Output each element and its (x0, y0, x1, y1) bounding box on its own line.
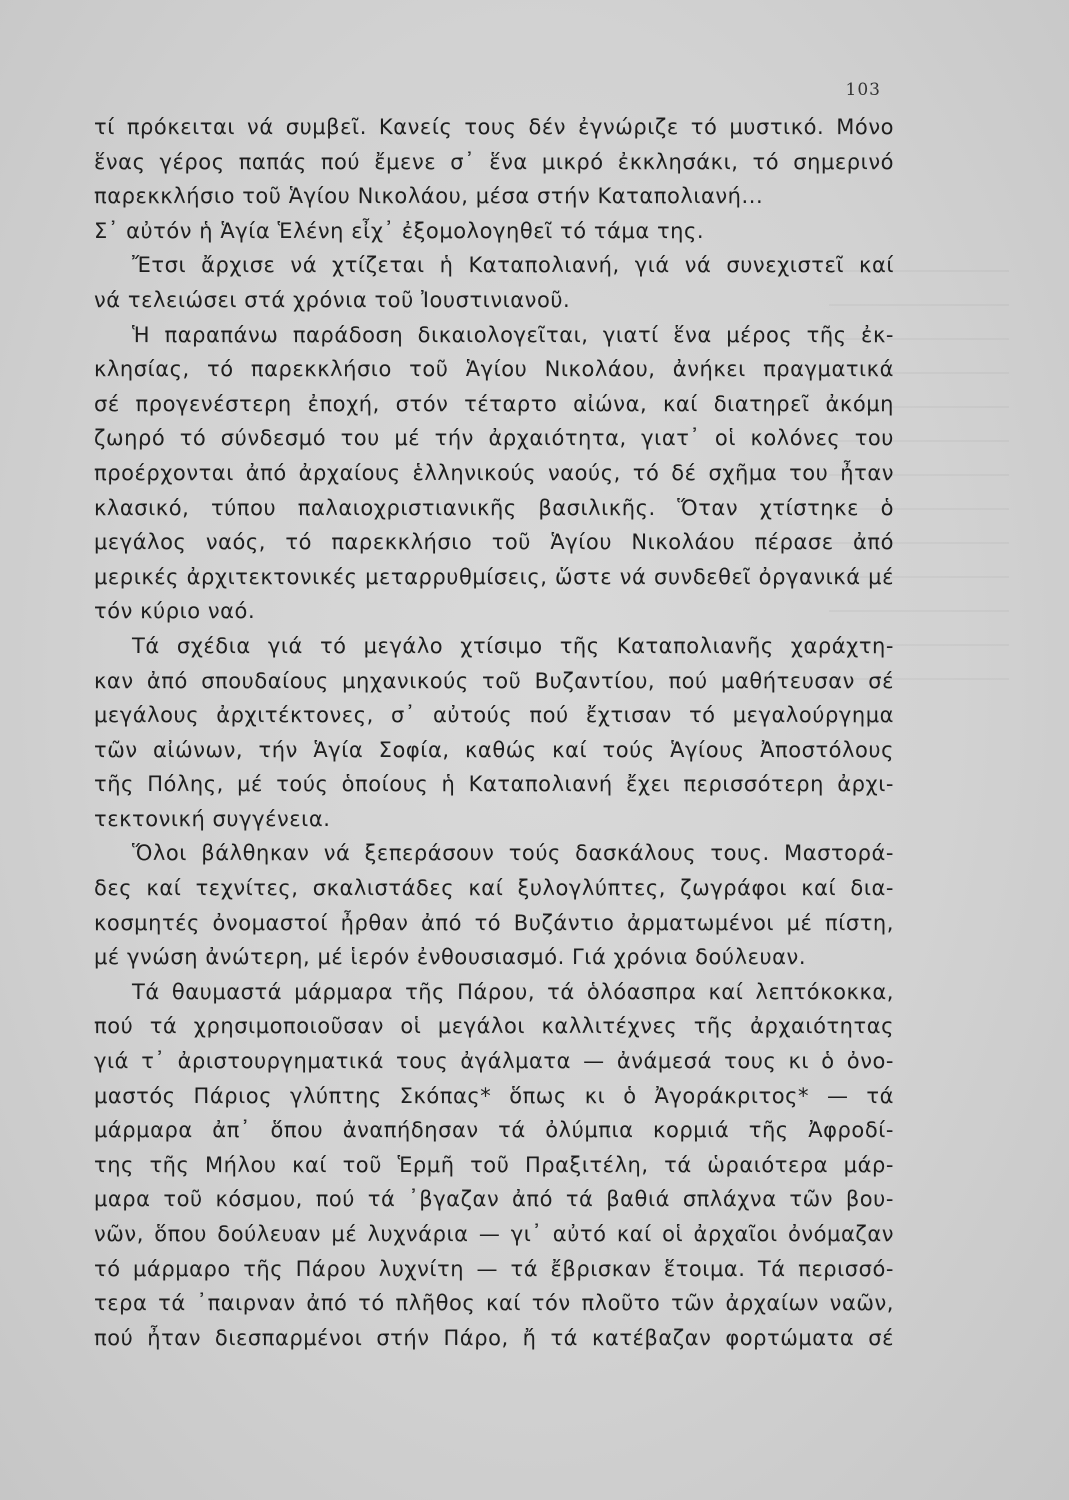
text-line: Τά θαυμαστά μάρμαρα τῆς Πάρου, τά ὁλόασπρα καί λεπτόκοκκα, (132, 979, 894, 1004)
text-line: μερικές ἀρχιτεκτονικές μεταρρυθμίσεις, ὥστε νά συνδεθεῖ ὀργανικά μέ (94, 564, 894, 589)
text-line: Ἔτσι ἄρχισε νά χτίζεται ἡ Καταπολιανή, γιά νά συνεχιστεῖ καί (132, 253, 894, 278)
text-line: τῆς Πόλης, μέ τούς ὁποίους ἡ Καταπολιανή ἔχει περισσότερη ἀρχι- (94, 772, 894, 797)
text-line: κοσμητές ὀνομαστοί ἦρθαν ἀπό τό Βυζάντιο ἀρματωμένοι μέ πίστη, (94, 910, 894, 935)
text-line: τερα τά ᾽παιρναν ἀπό τό πλῆθος καί τόν πλοῦτο τῶν ἀρχαίων ναῶν, (94, 1291, 894, 1316)
text-line: μάρμαρα ἀπ᾽ ὅπου ἀναπήδησαν τά ὀλύμπια κορμιά τῆς Ἀφροδί- (94, 1118, 894, 1143)
text-line: προέρχονται ἀπό ἀρχαίους ἑλληνικούς ναούς, τό δέ σχῆμα του ἦταν (94, 460, 894, 485)
text-line: Ἡ παραπάνω παράδοση δικαιολογεῖται, γιατί ἕνα μέρος τῆς ἐκ- (132, 322, 894, 347)
text-line: μεγάλους ἀρχιτέκτονες, σ᾽ αὐτούς πού ἔχτισαν τό μεγαλούργημα (94, 703, 894, 728)
text-line: κλασικό, τύπου παλαιοχριστιανικῆς βασιλικῆς. Ὅταν χτίστηκε ὁ (94, 495, 894, 520)
text-line: γιά τ᾽ ἀριστουργηματικά τους ἀγάλματα — ἀνάμεσά τους κι ὁ ὀνο- (94, 1049, 894, 1074)
text-line: μέ γνώση ἀνώτερη, μέ ἱερόν ἐνθουσιασμό. Γιά χρόνια δούλευαν. (94, 945, 807, 970)
text-line: καν ἀπό σπουδαίους μηχανικούς τοῦ Βυζαντίου, πού μαθήτευσαν σέ (94, 668, 894, 693)
text-line: πού τά χρησιμοποιοῦσαν οἱ μεγάλοι καλλιτέχνες τῆς ἀρχαιότητας (94, 1014, 894, 1039)
text-line: νῶν, ὅπου δούλευαν μέ λυχνάρια — γι᾽ αὐτό καί οἱ ἀρχαῖοι ὀνόμαζαν (94, 1222, 894, 1246)
text-line: Τά σχέδια γιά τό μεγάλο χτίσιμο τῆς Καταπολιανῆς χαράχτη- (132, 633, 894, 658)
page-number: 103 (845, 80, 881, 100)
text-line: της τῆς Μήλου καί τοῦ Ἑρμῆ τοῦ Πραξιτέλη, τά ὡραιότερα μάρ- (94, 1152, 894, 1177)
text-line: πού ἦταν διεσπαρμένοι στήν Πάρο, ἤ τά κατέβαζαν φορτώματα σέ (94, 1325, 894, 1350)
text-line: Ὅλοι βάλθηκαν νά ξεπεράσουν τούς δασκάλους τους. Μαστορά- (132, 841, 894, 866)
text-line: ἕνας γέρος παπάς πού ἔμενε σ᾽ ἕνα μικρό ἐκκλησάκι, τό σημερινό (94, 149, 894, 174)
text-line: τό μάρμαρο τῆς Πάρου λυχνίτη — τά ἔβρισκαν ἕτοιμα. Τά περισσό- (94, 1256, 894, 1281)
text-line: μαστός Πάριος γλύπτης Σκόπας* ὅπως κι ὁ Ἀγοράκριτος* — τά (94, 1083, 894, 1108)
text-line: τί πρόκειται νά συμβεῖ. Κανείς τους δέν ἐγνώριζε τό μυστικό. Μόνο (94, 115, 894, 139)
text-line: Σ᾽ αὐτόν ἡ Ἁγία Ἑλένη εἶχ᾽ ἐξομολογηθεῖ τό τάμα της. (94, 218, 705, 243)
text-line: κλησίας, τό παρεκκλήσιο τοῦ Ἁγίου Νικολάου, ἀνήκει πραγματικά (94, 357, 894, 382)
body-text (94, 110, 894, 1355)
text-line: ζωηρό τό σύνδεσμό του μέ τήν ἀρχαιότητα, γιατ᾽ οἱ κολόνες του (94, 426, 894, 451)
text-line: δες καί τεχνίτες, σκαλιστάδες καί ξυλογλύπτες, ζωγράφοι καί δια- (94, 876, 894, 901)
text-line: τῶν αἰώνων, τήν Ἁγία Σοφία, καθώς καί τούς Ἁγίους Ἀποστόλους (94, 737, 894, 762)
text-line: μεγάλος ναός, τό παρεκκλήσιο τοῦ Ἁγίου Νικολάου πέρασε ἀπό (94, 530, 894, 555)
text-line: παρεκκλήσιο τοῦ Ἁγίου Νικολάου, μέσα στήν Καταπολιανή... (94, 184, 764, 209)
text-line: νά τελειώσει στά χρόνια τοῦ Ἰουστινιανοῦ. (94, 287, 571, 312)
text-line: σέ προγενέστερη ἐποχή, στόν τέταρτο αἰώνα, καί διατηρεῖ ἀκόμη (94, 391, 894, 416)
text-line: τεκτονική συγγένεια. (94, 806, 331, 831)
text-line: μαρα τοῦ κόσμου, πού τά ᾽βγαζαν ἀπό τά βαθιά σπλάχνα τῶν βου- (94, 1187, 894, 1212)
text-line: τόν κύριο ναό. (94, 599, 256, 624)
